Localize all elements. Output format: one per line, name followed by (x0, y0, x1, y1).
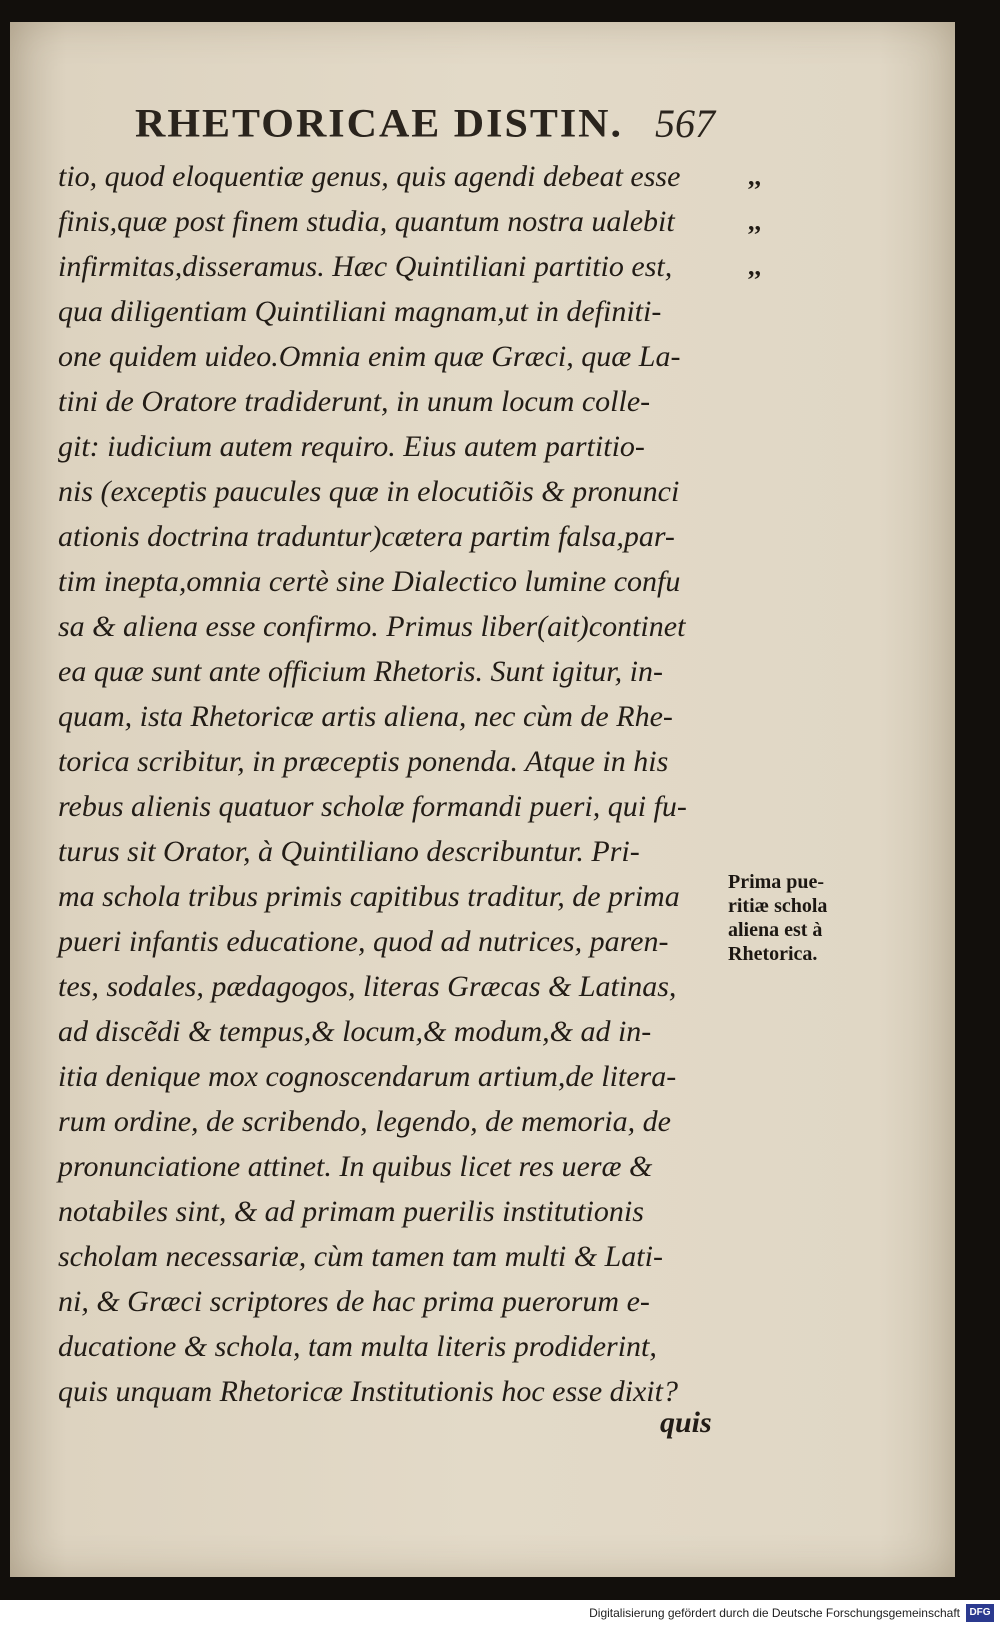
text-line (58, 784, 758, 829)
text-line-content: tini de Oratore tradiderunt, in unum locum colle- (58, 385, 651, 418)
running-head (135, 100, 735, 156)
text-line (58, 964, 758, 1009)
text-line-content: sa & aliena esse confirmo. Primus liber(ait)continet (58, 610, 686, 643)
text-line (58, 919, 758, 964)
footer-credit: Digitalisierung gefördert durch die Deutsche Forschungsgemeinschaft (589, 1606, 960, 1620)
text-line (58, 1099, 758, 1144)
text-line-content: torica scribitur, in præceptis ponenda. Atque in his (58, 745, 669, 778)
text-line (58, 604, 758, 649)
dfg-logo: DFG (966, 1604, 994, 1622)
text-line (58, 154, 761, 199)
text-line-content: quis unquam Rhetoricæ Institutionis hoc esse dixit? (58, 1375, 678, 1408)
text-line-content: notabiles sint, & ad primam puerilis institutionis (58, 1195, 644, 1228)
margin-note-line: ritiæ schola (728, 895, 828, 917)
text-line (58, 244, 761, 289)
text-line-content: git: iudicium autem requiro. Eius autem partitio- (58, 430, 645, 463)
text-line-content: ad discẽdi & tempus,& locum,& modum,& ad in- (58, 1015, 652, 1048)
text-line-content: rebus alienis quatuor scholæ formandi pueri, qui fu- (58, 790, 687, 823)
footer-bar (0, 1600, 1000, 1628)
text-line (58, 649, 758, 694)
text-line (58, 199, 761, 244)
margin-note (728, 870, 868, 966)
text-line (58, 424, 758, 469)
margin-note-line: Rhetorica. (728, 943, 818, 965)
text-line (58, 874, 758, 919)
quotation-marks: ,, (748, 162, 761, 191)
text-line-content: ducatione & schola, tam multa literis prodiderint, (58, 1330, 657, 1363)
text-line (58, 469, 758, 514)
page-number: 567 (655, 101, 715, 146)
text-line-content: infirmitas,disseramus. Hæc Quintiliani partitio est, (58, 250, 673, 283)
text-line-content: one quidem uideo.Omnia enim quæ Græci, quæ La- (58, 340, 681, 373)
text-line (58, 559, 758, 604)
text-line (58, 694, 758, 739)
margin-note-line: Prima pue- (728, 871, 825, 893)
margin-note-line: aliena est à (728, 919, 823, 941)
text-line (58, 1369, 758, 1414)
catchword: quis (660, 1406, 712, 1439)
book-page (10, 22, 955, 1577)
text-line (58, 379, 758, 424)
text-line (58, 1009, 758, 1054)
text-line-content: nis (exceptis paucules quæ in elocutiõis & pronunci (58, 475, 680, 508)
text-line-content: finis,quæ post finem studia, quantum nostra ualebit (58, 205, 675, 238)
text-line-content: ationis doctrina traduntur)cætera partim falsa,par- (58, 520, 675, 553)
text-line-content: scholam necessariæ, cùm tamen tam multi & Lati- (58, 1240, 663, 1273)
text-line-content: tes, sodales, pædagogos, literas Græcas & Latinas, (58, 970, 677, 1003)
text-line (58, 1324, 758, 1369)
text-line (58, 1189, 758, 1234)
quotation-marks: ,, (748, 252, 761, 281)
text-line-content: pueri infantis educatione, quod ad nutrices, paren- (58, 925, 669, 958)
text-line (58, 1054, 758, 1099)
quotation-marks: ,, (748, 207, 761, 236)
text-line (58, 739, 758, 784)
text-line-content: qua diligentiam Quintiliani magnam,ut in definiti- (58, 295, 662, 328)
text-line (58, 334, 758, 379)
text-line-content: quam, ista Rhetoricæ artis aliena, nec cùm de Rhe- (58, 700, 673, 733)
text-line-content: ea quæ sunt ante officium Rhetoris. Sunt igitur, in- (58, 655, 663, 688)
text-line (58, 1144, 758, 1189)
text-line-content: ni, & Græci scriptores de hac prima puerorum e- (58, 1285, 650, 1318)
text-line-content: turus sit Orator, à Quintiliano describuntur. Pri- (58, 835, 640, 868)
text-line-content: tim inepta,omnia certè sine Dialectico lumine confu (58, 565, 681, 598)
text-line (58, 514, 758, 559)
running-title: RHETORICAE DISTIN. (135, 102, 624, 146)
body-text (58, 154, 761, 1414)
text-line-content: ma schola tribus primis capitibus traditur, de prima (58, 880, 680, 913)
text-line-content: pronunciatione attinet. In quibus licet res ueræ & (58, 1150, 653, 1183)
text-line-content: rum ordine, de scribendo, legendo, de memoria, de (58, 1105, 671, 1138)
text-line-content: itia denique mox cognoscendarum artium,de litera- (58, 1060, 677, 1093)
text-line-content: tio, quod eloquentiæ genus, quis agendi debeat esse (58, 160, 681, 193)
text-line (58, 289, 758, 334)
text-line (58, 1234, 758, 1279)
text-line (58, 829, 758, 874)
text-line (58, 1279, 758, 1324)
